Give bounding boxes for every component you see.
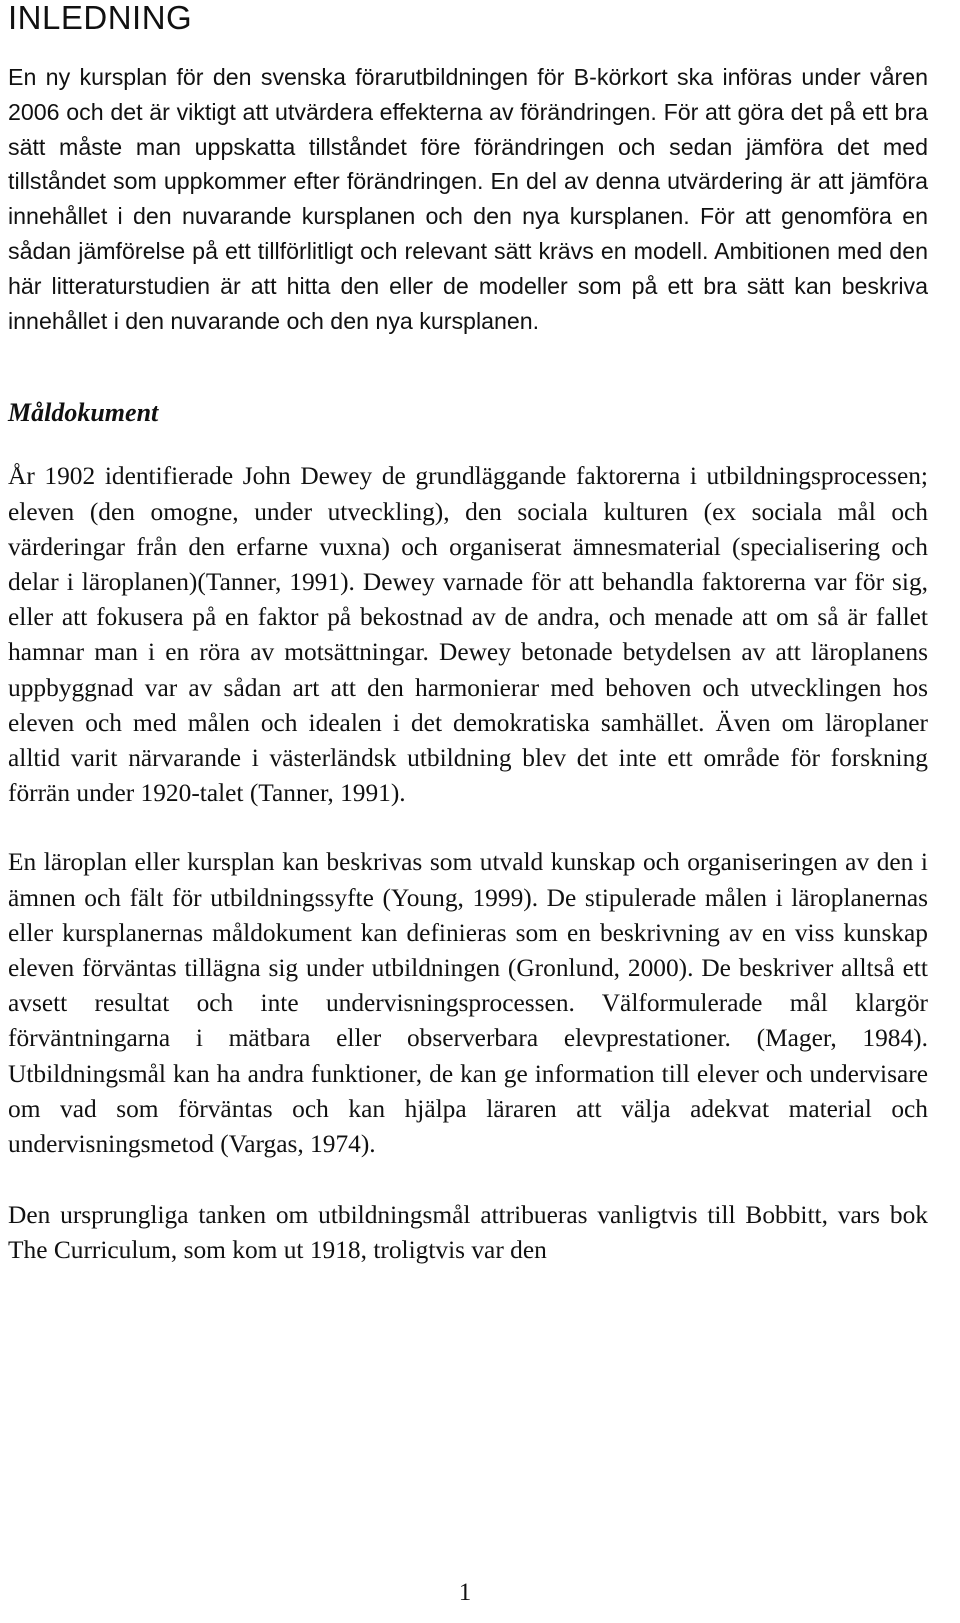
section-title: Måldokument bbox=[8, 398, 159, 428]
page-heading: INLEDNING bbox=[8, 0, 193, 36]
body-paragraph-2: En läroplan eller kursplan kan beskrivas som utvald kunskap och organiseringen av den i ämnen och fält för utbildningssyfte (Young, 1999). De stipulerade målen i läroplanernas eller kursplanernas måldokument kan definieras som en beskrivning av en viss kunskap eleven förväntas tillägna sig under utbildningen (Gronlund, 2000). De beskriver alltså ett avsett resultat och inte undervisningsprocessen. Välformulerade mål klargör förväntningarna i mätbara eller observerbara elevprestationer. (Mager, 1984). Utbildningsmål kan ha andra funktioner, de kan ge information till elever och undervisare om vad som förväntas och kan hjälpa läraren att välja adekvat material och undervisningsmetod (Vargas, 1974). bbox=[8, 848, 928, 1159]
body-paragraph-1: År 1902 identifierade John Dewey de grundläggande faktorerna i utbildningsprocessen; eleven (den omogne, under utveckling), den sociala kulturen (ex sociala mål och värderingar från den erfarne vuxna) och organiserat ämnesmaterial (specialisering och delar i läroplanen)(Tanner, 1991). Dewey varnade för att behandla faktorerna var för sig, eller att fokusera på en faktor på bekostnad av de andra, och menade att om så är fallet hamnar man i en röra av motsättningar. Dewey betonade betydelsen av att läroplanens uppbyggnad var av sådan art att den harmonierar med behoven och utvecklingen hos eleven och med målen och idealen i det demokratiska samhället. Även om läroplaner alltid varit närvarande i västerländsk utbildning blev det inte ett område för forskning förrän under 1920-talet (Tanner, 1991). bbox=[8, 462, 928, 808]
body-paragraph-3: Den ursprungliga tanken om utbildningsmål attribueras vanligtvis till Bobbitt, vars bok The Curriculum, som kom ut 1918, troligtvis var den bbox=[8, 1201, 928, 1265]
page-number: 1 bbox=[458, 1579, 472, 1606]
intro-paragraph: En ny kursplan för den svenska förarutbildningen för B-körkort ska införas under våren 2006 och det är viktigt att utvärdera effekterna av förändringen. För att göra det på ett bra sätt måste man uppskatta tillståndet före förändringen och sedan jämföra det med tillståndet som uppkommer efter förändringen. En del av denna utvärdering är att jämföra innehållet i den nuvarande kursplanen och den nya kursplanen. För att genomföra en sådan jämförelse på ett tillförlitligt och relevant sätt krävs en modell. Ambitionen med den här litteraturstudien är att hitta den eller de modeller som på ett bra sätt kan beskriva innehållet i den nuvarande och den nya kursplanen. bbox=[8, 64, 928, 334]
document-page bbox=[8, 0, 928, 1269]
